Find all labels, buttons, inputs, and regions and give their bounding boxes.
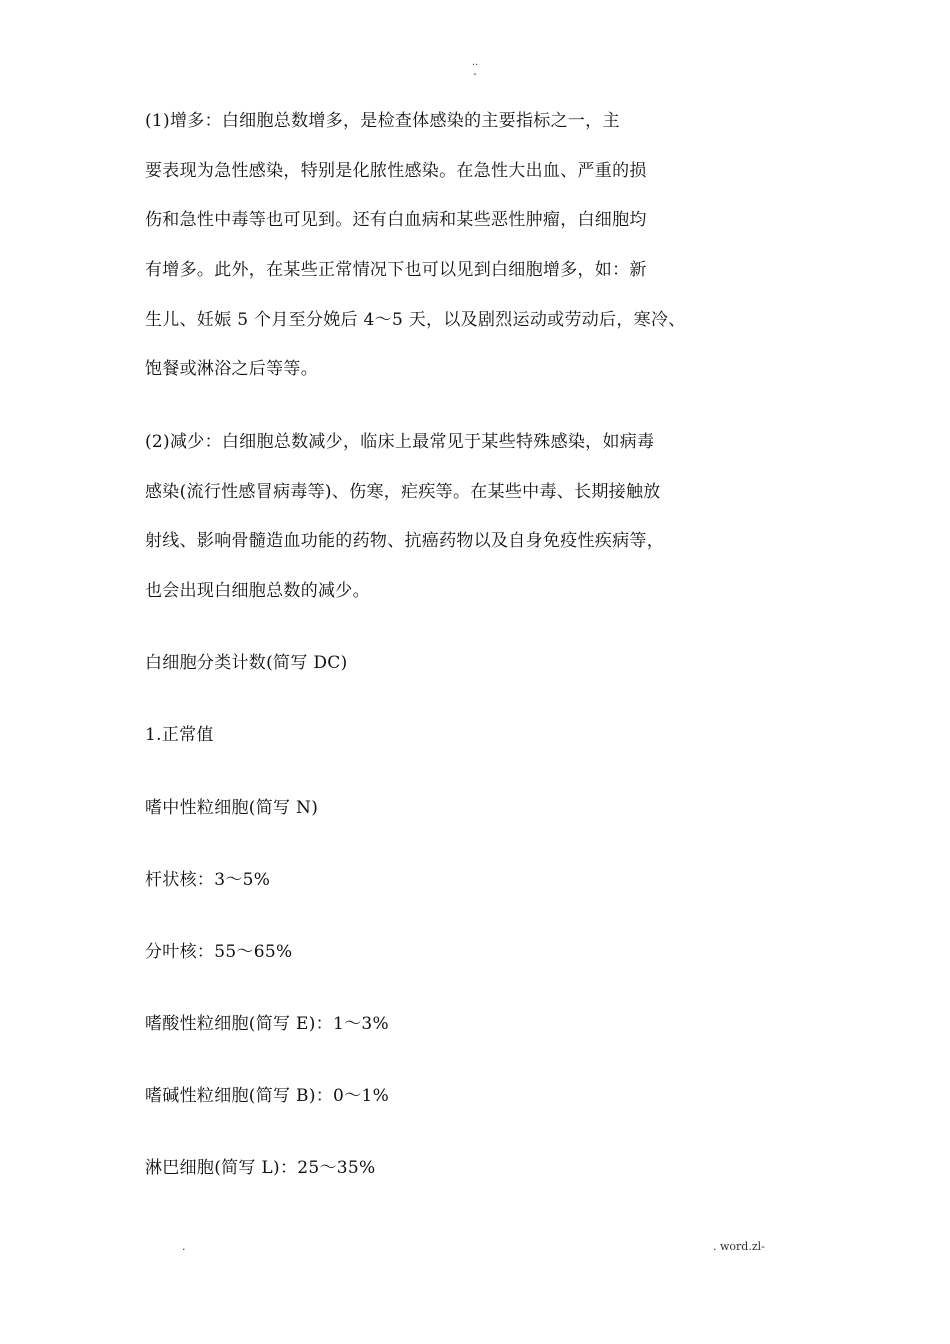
paragraph-line: (1)增多：白细胞总数增多，是检查体感染的主要指标之一，主 (145, 111, 620, 131)
list-item: 分叶核：55～65% (145, 942, 293, 962)
list-item: 嗜中性粒细胞(简写 N) (145, 798, 319, 818)
footer-left-mark: . (182, 1240, 186, 1253)
paragraph-line: 感染(流行性感冒病毒等)、伤寒，疟疾等。在某些中毒、长期接触放 (145, 482, 661, 502)
paragraph-line: (2)减少：白细胞总数减少，临床上最常见于某些特殊感染，如病毒 (145, 432, 655, 452)
paragraph-line: 要表现为急性感染，特别是化脓性感染。在急性大出血、严重的损 (145, 161, 647, 181)
paragraph-line: 有增多。此外，在某些正常情况下也可以见到白细胞增多，如：新 (145, 260, 647, 280)
paragraph-line: 生儿、妊娠 5 个月至分娩后 4～5 天，以及剧烈运动或劳动后，寒冷、 (145, 310, 686, 330)
header-mark-top: .. (471, 57, 479, 68)
paragraph-line: 饱餐或淋浴之后等等。 (145, 359, 318, 379)
subsection-heading: 1.正常值 (145, 725, 214, 745)
footer-right-text: . word.zl- (713, 1240, 765, 1253)
list-item: 淋巴细胞(简写 L)：25～35% (145, 1158, 376, 1178)
paragraph-line: 也会出现白细胞总数的减少。 (145, 581, 370, 601)
paragraph-line: 伤和急性中毒等也可见到。还有白血病和某些恶性肿瘤，白细胞均 (145, 210, 647, 230)
header-mark-bottom: - (473, 69, 477, 80)
paragraph-line: 射线、影响骨髓造血功能的药物、抗癌药物以及自身免疫性疾病等， (145, 531, 664, 551)
section-heading: 白细胞分类计数(简写 DC) (145, 653, 348, 673)
list-item: 嗜碱性粒细胞(简写 B)：0～1% (145, 1086, 390, 1106)
list-item: 杆状核：3～5% (145, 870, 271, 890)
list-item: 嗜酸性粒细胞(简写 E)：1～3% (145, 1014, 389, 1034)
